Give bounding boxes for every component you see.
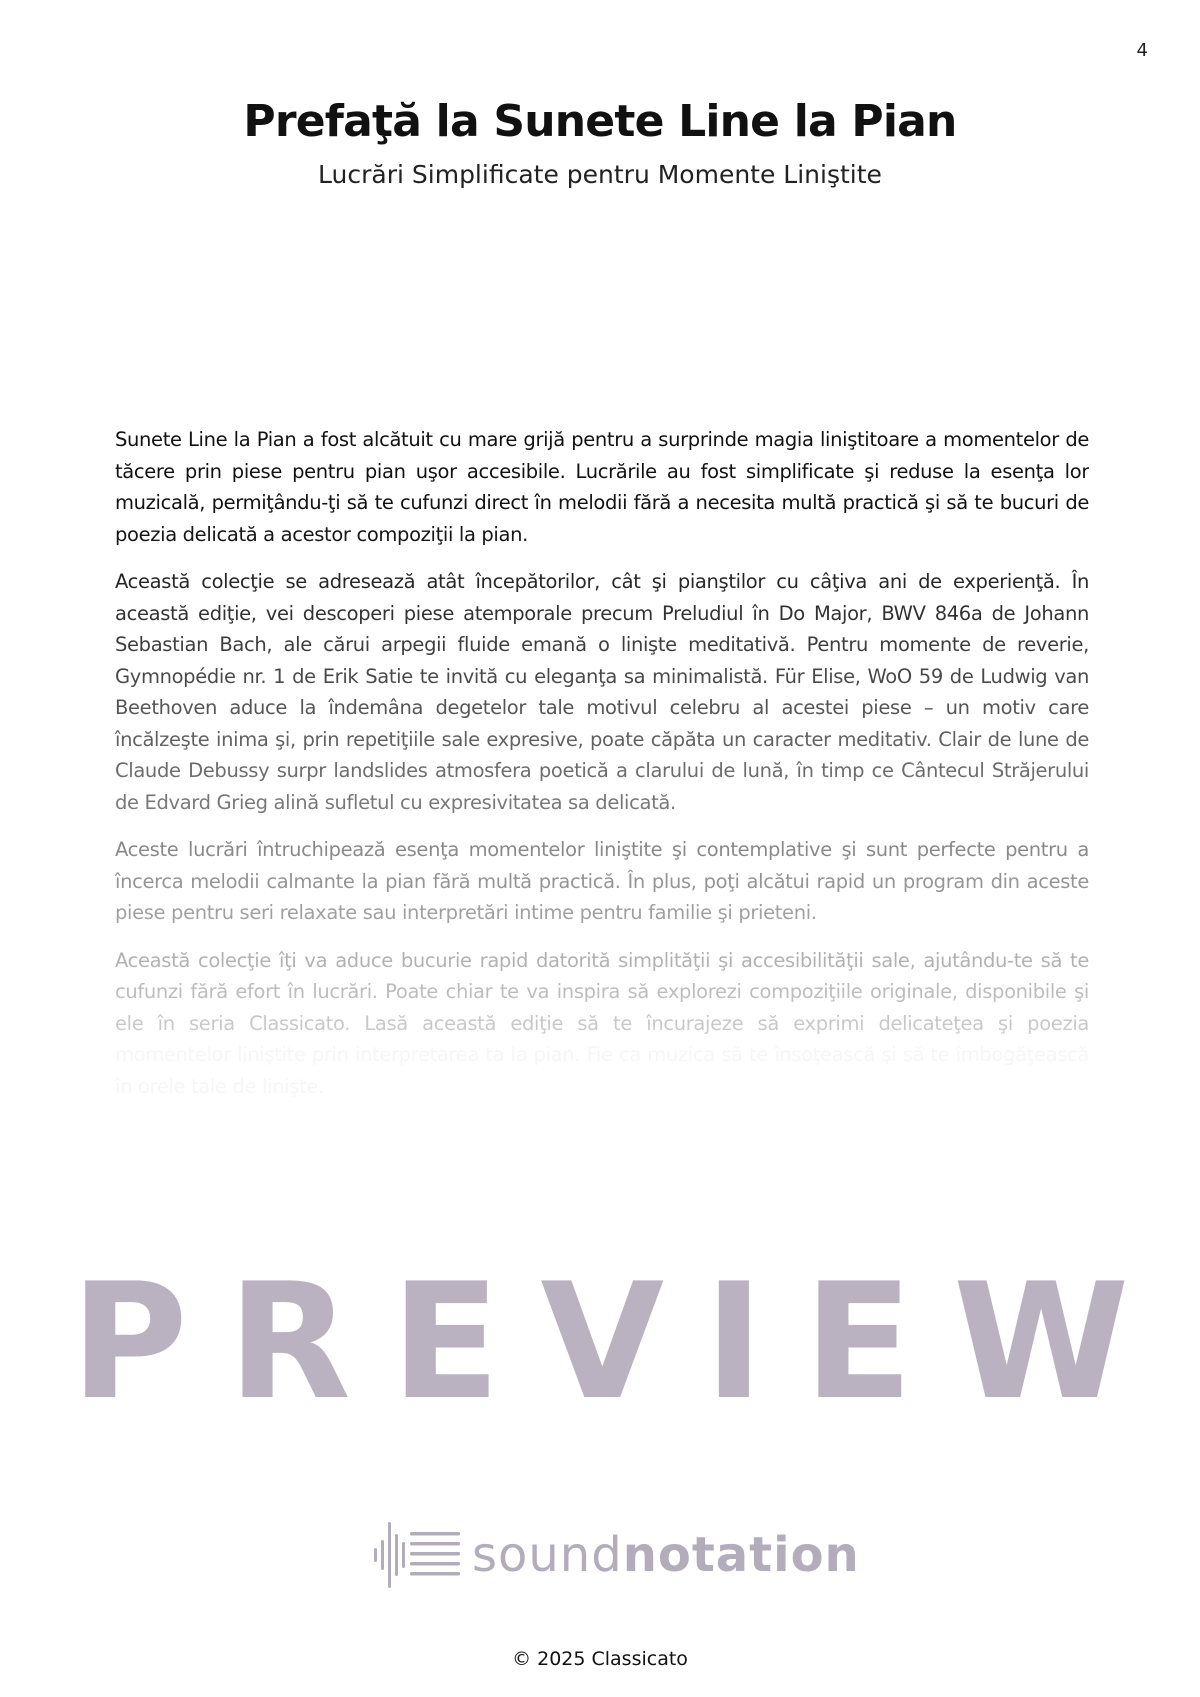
page-number: 4 (1136, 40, 1148, 61)
page-title: Prefaţă la Sunete Line la Pian (243, 96, 957, 147)
logo-wordmark-light: sound (472, 1527, 623, 1583)
soundwave-score-icon (372, 1520, 462, 1590)
preview-watermark: PREVIEW (70, 1248, 1170, 1435)
preface-paragraph-2: Această colecţie se adresează atât începătorilor, cât şi pianştilor cu câţiva ani de experienţă. În această ediţie, vei descoperi piese atemporale precum Preludiul în Do Major, BWV 846a de Johann Sebastian Bach, ale cărui arpegii fluide emană o linişte meditativă. Pentru momente de reverie, Gymnopédie nr. 1 de Erik Satie te invită cu eleganţa sa minimalistă. Für Elise, WoO 59 de Ludwig van Beethoven aduce la îndemâna degetelor tale motivul celebru al acestei piese – un motiv care încălzeşte inima şi, prin repetiţiile sale expresive, poate căpăta un caracter meditativ. Clair de lune de Claude Debussy surpr landslides atmosfera poetică a clarului de lună, în timp ce Cântecul Străjerului de Edvard Grieg alină sufletul cu expresivitatea sa delicată. (115, 570, 1089, 814)
soundnotation-logo (372, 1520, 860, 1590)
logo-wordmark (472, 1527, 860, 1583)
copyright-footer: © 2025 Classicato (512, 1648, 688, 1670)
preface-paragraph-1: Sunete Line la Pian a fost alcătuit cu mare grijă pentru a surprinde magia liniştitoare a momentelor de tăcere prin piese pentru pian uşor accesibile. Lucrările au fost simplificate şi reduse la esenţa lor muzicală, permiţându-ţi să te cufunzi direct în melodii fără a necesita multă practică şi să te bucuri de poezia delicată a acestor compoziţii la pian. (115, 428, 1089, 546)
logo-wordmark-bold: notation (622, 1527, 860, 1583)
preface-paragraph-3: Aceste lucrări întruchipează esenţa momentelor liniştite şi contemplative şi sunt perfecte pentru a încerca melodii calmante la pian fără multă practică. În plus, poţi alcătui rapid un program din aceste piese pentru seri relaxate sau interpretări intime pentru familie şi prieteni. (115, 838, 1089, 924)
preface-body (115, 424, 1089, 1118)
preface-paragraph-4: Această colecţie îţi va aduce bucurie rapid datorită simplităţii şi accesibilităţii sale, ajutându-te să te cufunzi fără efort în lucrări. Poate chiar te va inspira să explorezi compoziţiile originale, disponibile şi ele în seria Classicato. Lasă această ediţie să te încurajeze să exprimi delicateţea şi poezia momentelor liniştite prin interpretarea ta la pian. Fie ca muzica să te însoţească şi să te îmbogăţească în orele tale de linişte. (115, 948, 1089, 1098)
page-subtitle: Lucrări Simplificate pentru Momente Liniştite (318, 160, 882, 189)
